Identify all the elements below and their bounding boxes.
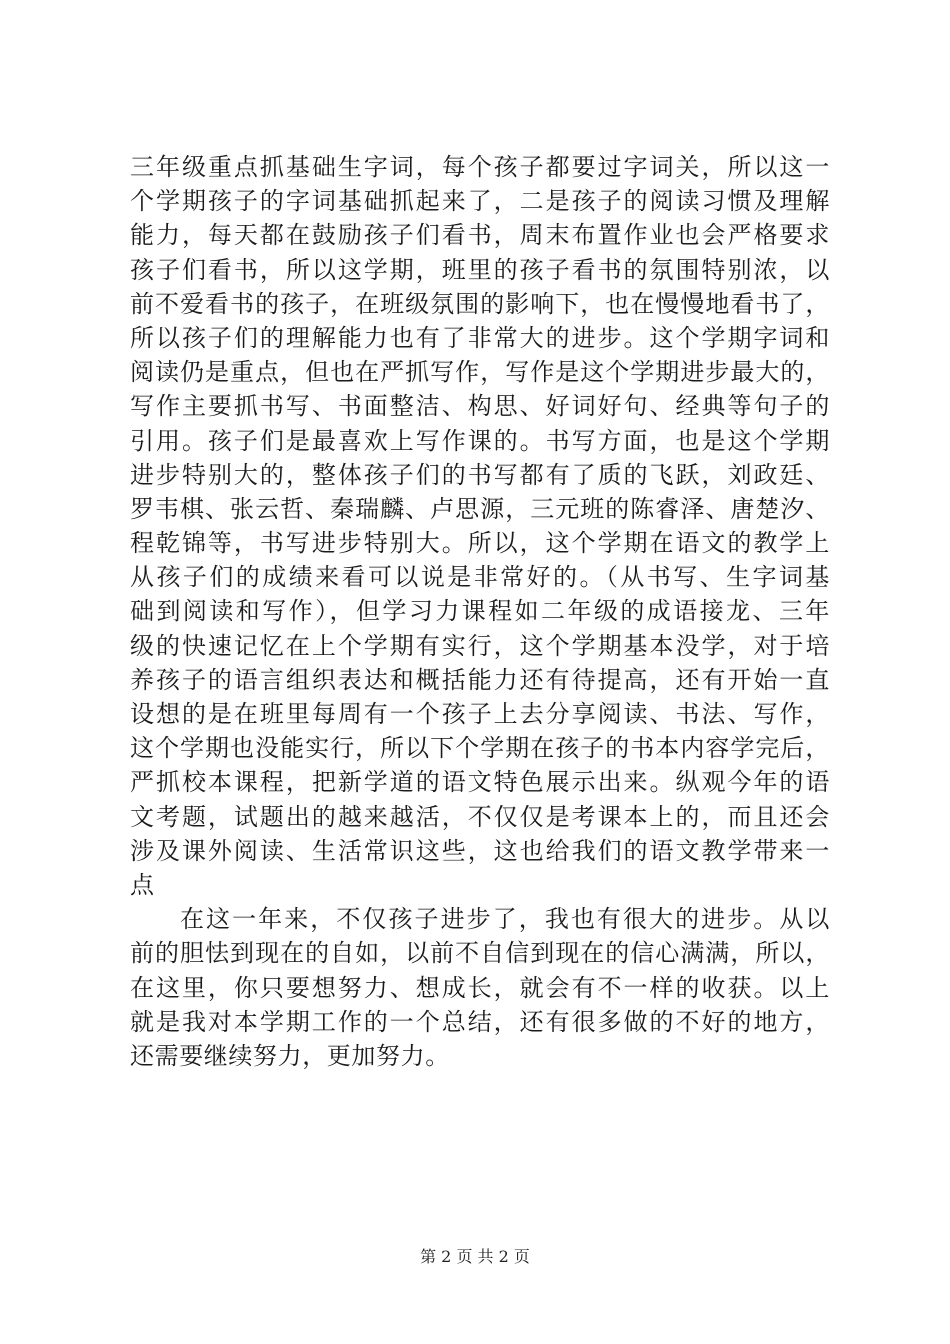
text-line: 进步特别大的，整体孩子们的书写都有了质的飞跃，刘政廷、 [130,460,830,489]
text-line: 还需要继续努力，更加努力。 [130,1041,450,1070]
text-line: 就是我对本学期工作的一个总结，还有很多做的不好的地方， [130,1007,830,1036]
text-line: 养孩子的语言组织表达和概括能力还有待提高，还有开始一直 [130,665,830,694]
text-line: 写作主要抓书写、书面整洁、构思、好词好句、经典等句子的 [130,392,830,421]
text-line: 这个学期也没能实行，所以下个学期在孩子的书本内容学完后， [130,734,830,763]
text-line: 涉及课外阅读、生活常识这些，这也给我们的语文教学带来一 [130,836,830,865]
text-line: 从孩子们的成绩来看可以说是非常好的。（从书写、生字词基 [130,563,830,592]
text-line: 级的快速记忆在上个学期有实行，这个学期基本没学，对于培 [130,631,830,660]
text-line: 在这一年来，不仅孩子进步了，我也有很大的进步。从以 [180,905,830,934]
text-line: 孩子们看书，所以这学期，班里的孩子看书的氛围特别浓，以 [130,255,830,284]
text-line: 在这里，你只要想努力、想成长，就会有不一样的收获。以上 [130,973,830,1002]
text-line: 前的胆怯到现在的自如，以前不自信到现在的信心满满，所以， [130,939,830,968]
text-line: 所以孩子们的理解能力也有了非常大的进步。这个学期字词和 [130,323,830,352]
text-line: 个学期孩子的字词基础抓起来了，二是孩子的阅读习惯及理解 [130,187,830,216]
text-line: 引用。孩子们是最喜欢上写作课的。书写方面，也是这个学期 [130,426,830,455]
text-line: 文考题，试题出的越来越活，不仅仅是考课本上的，而且还会 [130,802,830,831]
text-line: 罗韦棋、张云哲、秦瑞麟、卢思源，三元班的陈睿泽、唐楚汐、 [130,494,830,523]
document-body [130,150,830,1073]
text-line: 点 [130,870,155,899]
text-line: 严抓校本课程，把新学道的语文特色展示出来。纵观今年的语 [130,768,830,797]
text-line: 程乾锦等，书写进步特别大。所以，这个学期在语文的教学上 [130,529,830,558]
text-line: 设想的是在班里每周有一个孩子上去分享阅读、书法、写作， [130,700,830,728]
paragraph-1 [130,150,830,902]
paragraph-2 [130,902,830,1073]
text-line: 阅读仍是重点，但也在严抓写作，写作是这个学期进步最大的， [130,358,830,387]
text-line: 能力，每天都在鼓励孩子们看书，周末布置作业也会严格要求 [130,221,830,250]
text-line: 础到阅读和写作），但学习力课程如二年级的成语接龙、三年 [130,597,830,626]
text-line: 三年级重点抓基础生字词，每个孩子都要过字词关，所以这一 [130,153,830,181]
text-line: 前不爱看书的孩子，在班级氛围的影响下，也在慢慢地看书了， [130,289,830,318]
page-number-footer: 第 2 页 共 2 页 [420,1247,530,1266]
